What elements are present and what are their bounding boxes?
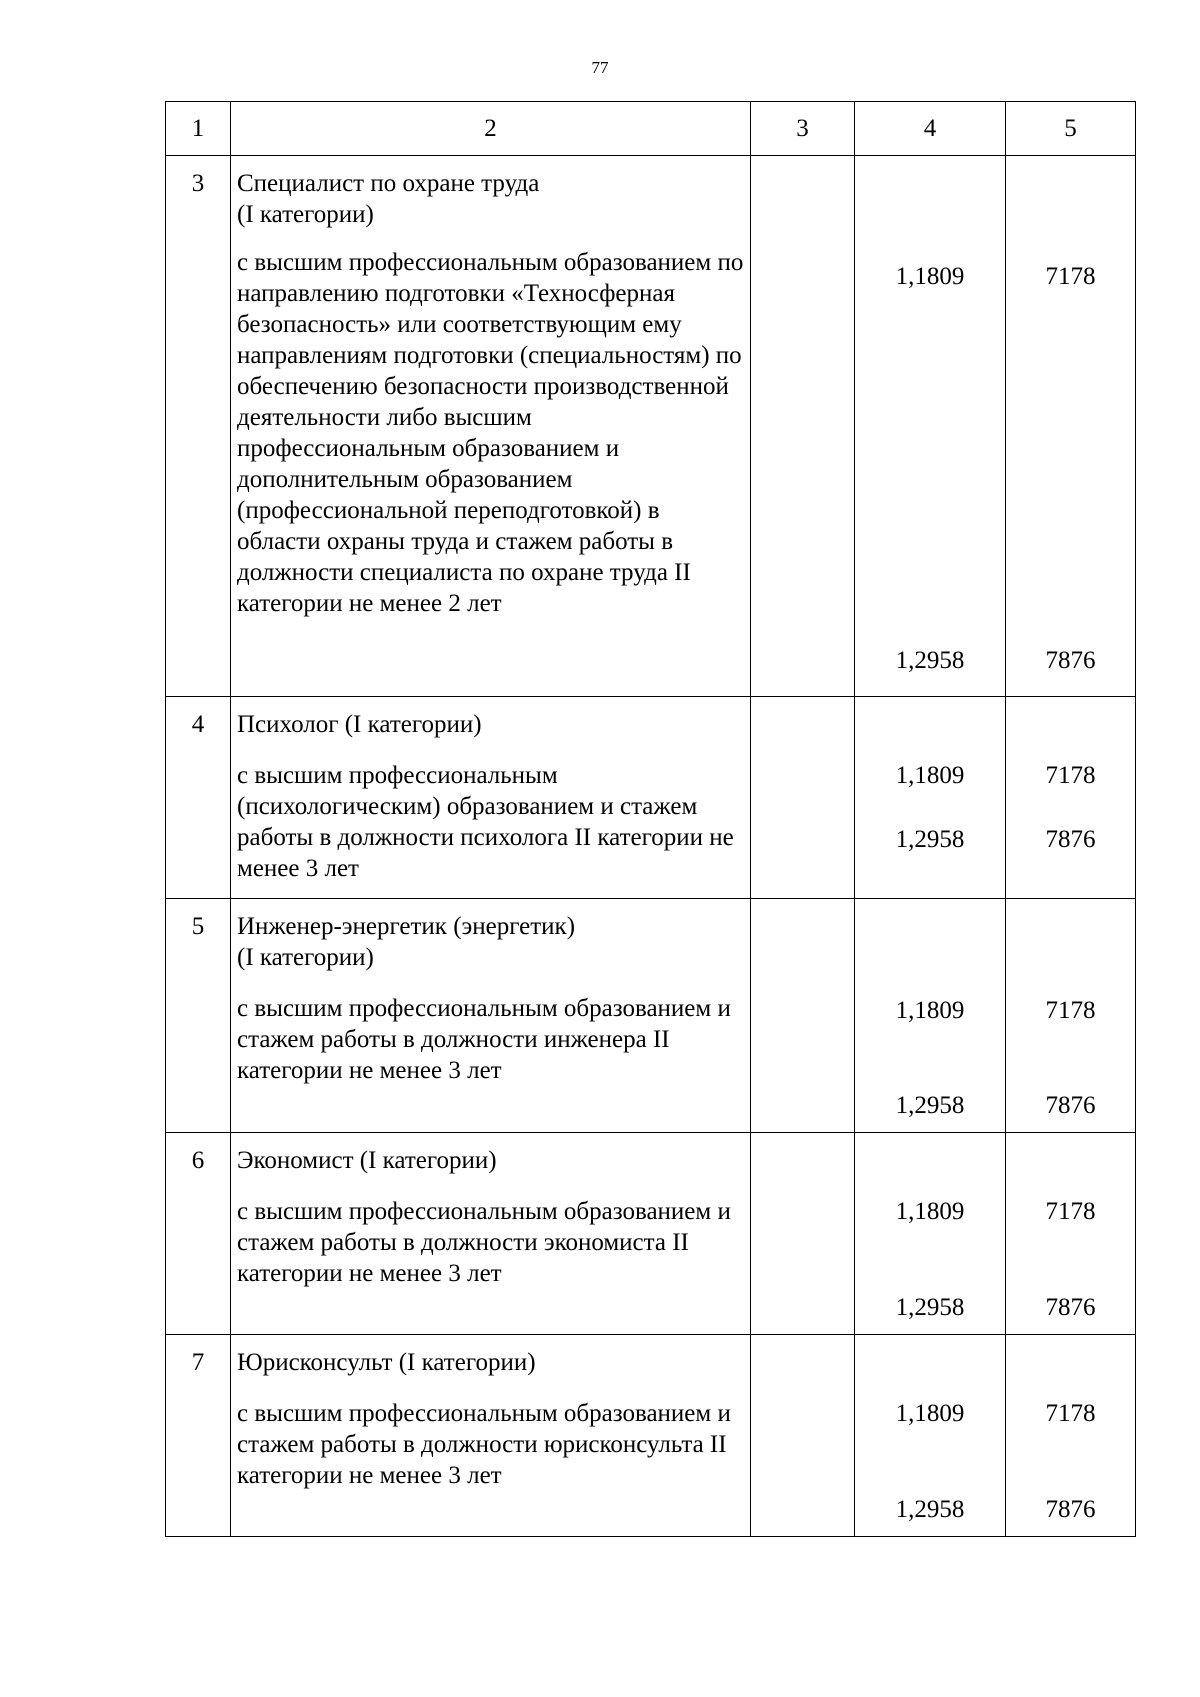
coefficient-value: 1,2958 (895, 1496, 965, 1523)
salary-value: 7178 (1045, 1198, 1096, 1225)
position-requirement: с высшим профессиональным образованием и стажем работы в должности экономиста II категории не менее 3 лет (237, 1198, 731, 1287)
header-cell-2: 2 (231, 102, 751, 156)
row-number: 4 (166, 697, 231, 899)
salary-cell (1006, 899, 1136, 1133)
salary-value: 7876 (1045, 1294, 1096, 1321)
position-requirement: с высшим профессиональным образованием и стажем работы в должности юрисконсульта II категории не менее 3 лет (237, 1400, 731, 1489)
row-number: 5 (166, 899, 231, 1133)
position-description (231, 1335, 751, 1537)
salary-value: 7178 (1045, 1400, 1096, 1427)
position-title: Юрисконсульт (I категории) (237, 1349, 536, 1376)
coefficient-value: 1,1809 (895, 1400, 965, 1427)
coefficient-cell (855, 899, 1006, 1133)
table-row (166, 156, 1136, 697)
coefficient-value: 1,2958 (895, 826, 965, 853)
column-3-cell (751, 697, 855, 899)
table-row (166, 697, 1136, 899)
coefficient-value: 1,1809 (895, 997, 965, 1024)
coefficient-cell (855, 1133, 1006, 1335)
data-table (165, 101, 1136, 1537)
salary-cell (1006, 1133, 1136, 1335)
table-row (166, 1335, 1136, 1537)
coefficient-value: 1,2958 (895, 1294, 965, 1321)
salary-value: 7876 (1045, 647, 1096, 674)
position-title: Инженер-энергетик (энергетик) (I категории) (237, 913, 576, 971)
header-cell-1: 1 (166, 102, 231, 156)
salary-cell (1006, 156, 1136, 697)
header-cell-3: 3 (751, 102, 855, 156)
coefficient-value: 1,2958 (895, 1092, 965, 1119)
position-title: Экономист (I категории) (237, 1147, 497, 1174)
salary-value: 7876 (1045, 1092, 1096, 1119)
coefficient-cell (855, 697, 1006, 899)
position-requirement: с высшим профессиональным образованием и стажем работы в должности инженера II категории не менее 3 лет (237, 995, 731, 1084)
coefficient-cell (855, 1335, 1006, 1537)
column-3-cell (751, 156, 855, 697)
coefficient-value: 1,2958 (895, 647, 965, 674)
position-description (231, 156, 751, 697)
coefficient-value: 1,1809 (895, 762, 965, 789)
salary-value: 7178 (1045, 762, 1096, 789)
table-row (166, 899, 1136, 1133)
salary-cell (1006, 697, 1136, 899)
coefficient-cell (855, 156, 1006, 697)
salary-cell (1006, 1335, 1136, 1537)
position-title: Психолог (I категории) (237, 711, 482, 738)
coefficient-value: 1,1809 (895, 1198, 965, 1225)
column-3-cell (751, 1133, 855, 1335)
column-3-cell (751, 899, 855, 1133)
column-3-cell (751, 1335, 855, 1537)
salary-value: 7178 (1045, 997, 1096, 1024)
salary-value: 7178 (1045, 263, 1096, 290)
salary-value: 7876 (1045, 826, 1096, 853)
header-cell-4: 4 (855, 102, 1006, 156)
position-description (231, 697, 751, 899)
position-description (231, 899, 751, 1133)
table-row (166, 1133, 1136, 1335)
row-number: 7 (166, 1335, 231, 1537)
table-header-row (166, 102, 1136, 156)
position-requirement: с высшим профессиональным образованием по направлению подготовки «Техносферная безопасность» или соответствующим ему направлениям подготовки (специальностям) по обеспечению безопасности производственной деятельности либо высшим профессиональным образованием и дополнительным образованием (профессиональной переподготовкой) в области охраны труда и стажем работы в должности специалиста по охране труда II категории не менее 2 лет (237, 249, 744, 617)
page-number: 77 (591, 58, 609, 77)
salary-value: 7876 (1045, 1496, 1096, 1523)
position-title: Специалист по охране труда (I категории) (237, 170, 540, 228)
row-number: 3 (166, 156, 231, 697)
position-requirement: с высшим профессиональным (психологическим) образованием и стажем работы в должности психолога II категории не менее 3 лет (237, 762, 734, 882)
position-description (231, 1133, 751, 1335)
header-cell-5: 5 (1006, 102, 1136, 156)
row-number: 6 (166, 1133, 231, 1335)
coefficient-value: 1,1809 (895, 263, 965, 290)
